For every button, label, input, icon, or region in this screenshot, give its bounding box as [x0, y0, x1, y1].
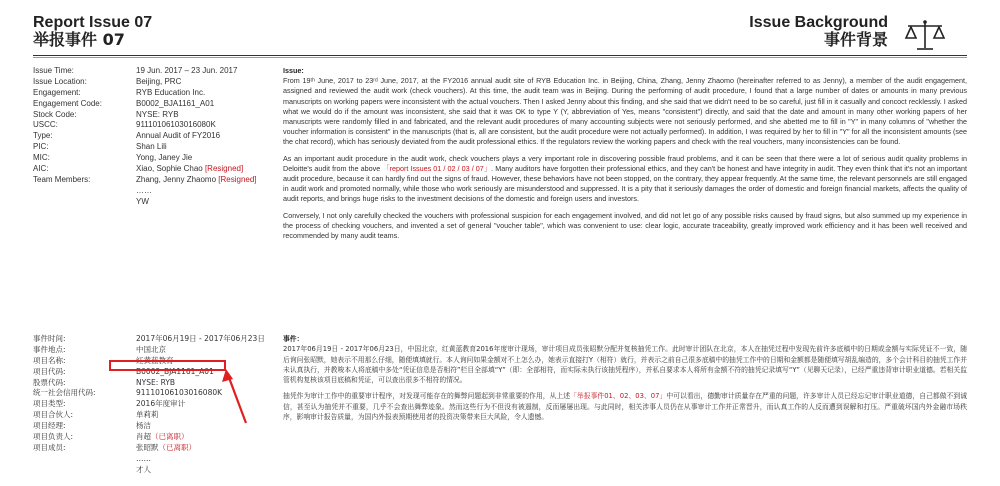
- meta-label: 事件地点:: [33, 344, 66, 354]
- issue-text: 中可以看出，德勤审计质量存在严重的问题，许多审计人员已经忘记审计职业道德，自己都做不到诚信，甚至认为抽凭并不重要，几乎不会查出舞弊迹象。然而这些行为不但没有被遏制，反而屡屡出现。与此同时，相关涉事人员仍在从事审计工作并正常晋升，而认真工作的人反而遭到误解和打压。严重破坏国内外金融市场秩序，影响审计报告质量，为国内外报表预期使用者的投资决策带来巨大风险，令人遗憾。: [283, 392, 968, 422]
- team-member-name: 张昭默: [136, 442, 159, 452]
- meta-value: 2016年度审计: [136, 399, 186, 409]
- meta-value: Yong, Janey Jie: [136, 153, 193, 163]
- zh-issue-body: [283, 334, 967, 428]
- meta-value: B0002_BJA1161_A01: [136, 98, 215, 108]
- meta-trail: 才人: [136, 464, 151, 474]
- meta-label: 股票代码:: [33, 377, 66, 387]
- meta-label: 统一社会信用代码:: [33, 388, 96, 398]
- issue-paragraph-zh-2: [283, 391, 967, 422]
- meta-label: 事件时间:: [33, 334, 66, 343]
- meta-label: 项目成员:: [33, 442, 66, 452]
- resigned-tag: [Resigned]: [204, 164, 244, 174]
- issue-heading-zh: 事件：: [283, 335, 304, 343]
- issue-text: 抽凭作为审计工作中的重要审计程序，对发现可能存在的舞弊问题起到非常重要的作用，从上述: [283, 392, 571, 401]
- issue-paragraph-zh-1: 2017年06月19日 - 2017年06月23日，中国北京，红黄蓝教育2016年度审计现场，审计项目成员张昭默分配并复核抽凭工作。此时审计团队在北京，本人在抽凭过程中发现先前许多底稿中的日期或金额与实际凭证不一致，随后询问张昭默，她表示不用那么仔细，随便填填就行。本人询问如果金额对不上怎么办，她表示直接打Y（相符）就行，并表示之前自己很多底稿中的抽凭工作中的日期和金额都是随便填写胡乱编造的，多个会计科目的抽凭工作并未认真执行，并教唆本人将底稿中多处“凭证信息是否相符”栏目全部填“Y”（即：全部相符，而实际未执行该抽凭程序），并私自要求本人将所有金额不符的抽凭记录填写“Y”（见聊天记录），已经严重违背审计职业道德。若相关监管机构复核该项目底稿和凭证，可以查出很多不相符的情况。: [283, 345, 967, 385]
- meta-label: PIC:: [33, 142, 49, 152]
- meta-value: NYSE: RYB: [136, 109, 179, 119]
- meta-value: B0002_BJA1161_A01: [136, 366, 214, 376]
- report-title-zh: 举报事件 07: [33, 30, 125, 49]
- meta-label: Engagement:: [33, 87, 81, 97]
- meta-value: 19 Jun. 2017 – 23 Jun. 2017: [136, 66, 238, 75]
- team-member-name: Zhang, Jenny Zhaomo: [136, 174, 217, 184]
- report-title-en: Report Issue 07: [33, 14, 153, 31]
- meta-label: Stock Code:: [33, 109, 77, 119]
- meta-initials: YW: [136, 196, 149, 206]
- meta-value: Annual Audit of FY2016: [136, 131, 221, 141]
- resigned-tag: （已离职）: [158, 442, 196, 452]
- meta-label: Issue Time:: [33, 66, 74, 75]
- issue-paragraph-3: Conversely, I not only carefully checked the vouchers with professional suspicion for each engagement involved, and did not let go of any possible risks caused by fraud signs, but also summed up my experience in the process of checking vouchers, and invented a set of general "voucher table", which was convenient to use: clear logic, accurate traceability, greatly improved work efficiency and it has been well received and recommended by many audit teams.: [283, 210, 967, 241]
- meta-label: 项目负责人:: [33, 432, 74, 442]
- meta-label: 项目名称:: [33, 355, 66, 365]
- meta-value: 91110106103016080K: [136, 120, 216, 130]
- meta-value: Shan Lili: [136, 142, 167, 152]
- meta-value: 2017年06月19日 - 2017年06月23日: [136, 334, 265, 343]
- meta-label: Type:: [33, 131, 53, 141]
- meta-label: 项目经理:: [33, 421, 66, 431]
- meta-value: RYB Education Inc.: [136, 87, 206, 97]
- issue-text: . Many auditors have forgotten their professional ethics, and they can't be honest and have integrity in audit. They even think that it's not an important audit procedure, because it can hardly find out the signs of fraud. However, these behaviors have not been stopped, on the contrary, they appear frequently. At the same time, the relevant personnels are still engaged in audit work and promoted normally, while those who work seriously are misunderstood and suppressed. It is a pity that it seriously damages the order of domestic and foreign financial markets, affects the quality of audit reports, and brings huge risks to the investment decisions of the domestic and foreign users and investors.: [283, 163, 968, 204]
- meta-label: 项目类型:: [33, 399, 66, 409]
- issue-heading-en: Issue:: [283, 66, 304, 75]
- meta-value: Beijing, PRC: [136, 76, 182, 86]
- issue-paragraph-1: From 19ᵗʰ June, 2017 to 23ʳᵈ June, 2017, at the FY2016 annual audit site of RYB Education Inc. in Beijing, China, Zhang, Jenny Zhaomo (hereinafter referred to as Jenny), a member of the audit engagement, assigned and reviewed the audit work (check vouchers). At this time, the audit team was in Beijing. During the performing of audit procedure, I found that a large number of dates or amounts in many previous manuscripts on working papers were inconsistent with the actual vouchers. Then I asked Jenny about this finding, and she said that we didn't need to be so careful, just fill in it casually and concoct recklessly. I asked what we would do if the amount was inconsistent, she said that it was OK to type Y (Y, abbreviation of Yes, means "consistent") directly, and said that the date and amount in many other working papers of her manuscripts were randomly filled in and fabricated, and the relevant audit procedures of many accounting subjects were not seriously performed, and she abetted me to fill in "Y" in many columns of "whether the voucher information is consistent" in the manuscripts (that is, all are consistent, but the audit procedure were not actually performed). In addition, I was required by her to fill in "Y" for all the inconsistent amounts (see the chat record), which has seriously deviated from the audit professional ethics. If the regulators review the working papers and check with the real vouchers, many inconsistencies can be found.: [283, 76, 967, 147]
- meta-value: NYSE: RYB: [136, 377, 176, 387]
- aic-name: 肖超: [136, 432, 151, 442]
- resigned-tag: （已离职）: [151, 432, 189, 442]
- meta-ellipsis: ……: [136, 185, 152, 195]
- meta-label: Issue Location:: [33, 76, 87, 86]
- meta-value-highlighted: 红黄蓝教育: [136, 355, 174, 365]
- meta-label: Team Members:: [33, 174, 91, 184]
- meta-label: 项目合伙人:: [33, 410, 74, 420]
- meta-label: 项目代码:: [33, 366, 66, 376]
- meta-label: MIC:: [33, 153, 50, 163]
- meta-value: 91110106103016080K: [136, 388, 223, 398]
- background-title-zh: 事件背景: [823, 30, 888, 49]
- issue-text: As an important audit procedure in the audit work, check vouchers plays a very important role in discovering possible fraud problems, and it can be seen that there were a lot of serious audit quality problems in Deloitte's audit from the above: [283, 153, 967, 173]
- background-title-en: Issue Background: [749, 14, 888, 31]
- meta-ellipsis: ……: [136, 453, 151, 463]
- meta-value: 中国北京: [136, 344, 166, 354]
- report-reference-link: 「举报事件01、02、03、07」: [570, 392, 667, 401]
- meta-value: 单莉莉: [136, 410, 159, 420]
- meta-label: USCC:: [33, 120, 58, 130]
- meta-label: Engagement Code:: [33, 98, 102, 108]
- aic-name: Xiao, Sophie Chao: [136, 164, 203, 174]
- resigned-tag: [Resigned]: [218, 174, 257, 184]
- meta-value: 杨洁: [136, 421, 151, 431]
- report-reference-link: 「report Issues 01 / 02 / 03 / 07」: [382, 163, 492, 173]
- meta-label: AIC:: [33, 164, 49, 174]
